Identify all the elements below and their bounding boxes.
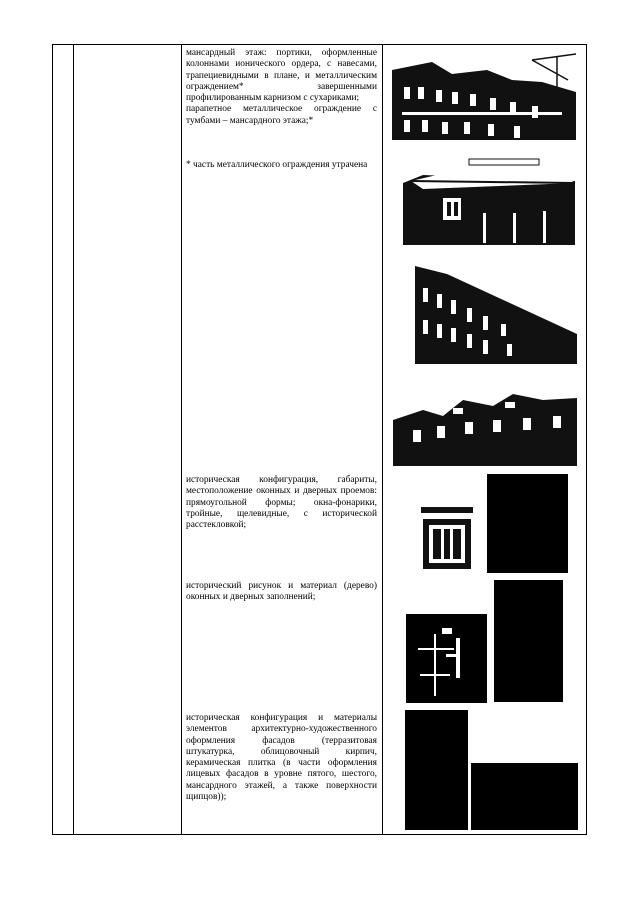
photo-dark-door-opening <box>494 580 563 702</box>
photo-dark-window-opening <box>487 474 568 573</box>
text-line: мансардный этаж: портики, оформленные колоннами ионического ордера, с навесами, трапециевидными в плане, и металлическим ограждением* завершенными профилированным карнизом с сухариками; <box>186 48 377 104</box>
text-block-finishing <box>186 713 377 803</box>
table-border-right <box>586 44 587 835</box>
photo-facade-finish-dark-2 <box>471 763 578 830</box>
text-line: исторический рисунок и материал (дерево) оконных и дверных заполнений; <box>186 581 377 603</box>
text-block-openings <box>186 475 377 531</box>
table-border-bottom <box>52 834 587 835</box>
photo-door-filling-detail <box>406 614 487 703</box>
photo-facade-perspective <box>407 264 577 364</box>
table-col-divider-1 <box>73 44 74 835</box>
photo-facade-finish-dark-1 <box>405 710 468 830</box>
text-block-footnote <box>186 160 377 171</box>
table-border-top <box>52 44 587 45</box>
text-line: историческая конфигурация и материалы элементов архитектурно-художественного оформления фасадов (терразитовая штукатурка, облицовочный кирпич, керамическая плитка (в части оформления лицевых фасадов в уровне пятого, шестого, мансардного этажей, а также поверхности щипцов)); <box>186 713 377 803</box>
text-line: * часть металлического ограждения утрачена <box>186 160 368 170</box>
photo-facade-top-cranes <box>392 52 576 140</box>
text-line: парапетное металлическое ограждение с тумбами – мансардного этажа;* <box>186 104 377 126</box>
table-col-divider-3 <box>382 44 383 835</box>
table-border-left <box>52 44 53 835</box>
text-block-mansard <box>186 48 377 127</box>
photo-window-frame-detail <box>413 497 481 577</box>
photo-portico-canopy <box>403 153 575 245</box>
photo-mansard-roofline <box>393 380 577 466</box>
text-line: историческая конфигурация, габариты, местоположение оконных и дверных проемов: прямоугольной формы; окна-фонарики, тройные, щелевидные, с исторической расстекловкой; <box>186 475 377 531</box>
table-col-divider-2 <box>181 44 182 835</box>
text-block-fillings <box>186 581 377 604</box>
